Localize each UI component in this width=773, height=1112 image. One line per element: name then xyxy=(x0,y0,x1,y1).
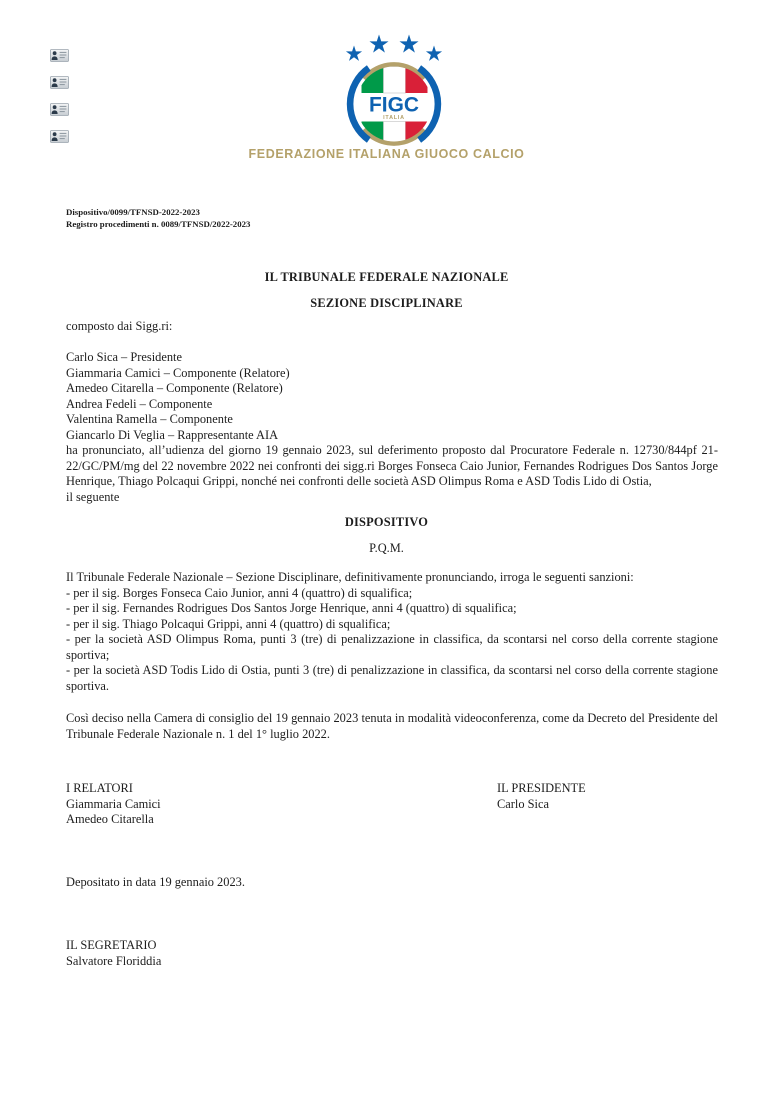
figc-country: ITALIA xyxy=(383,114,405,121)
deposit-note: Depositato in data 19 gennaio 2023. xyxy=(66,875,245,889)
presidente-name: Carlo Sica xyxy=(497,796,549,811)
member-row: Carlo Sica – Presidente xyxy=(66,350,182,364)
member-row: Valentina Ramella – Componente xyxy=(66,412,233,426)
sanction-item: - per il sig. Borges Fonseca Caio Junior, anni 4 (quattro) di squalifica; xyxy=(66,585,413,600)
star-icon xyxy=(346,46,362,61)
star-icon xyxy=(369,35,388,53)
reference-dispositivo: Dispositivo/0099/TFNSD-2022-2023 xyxy=(66,207,200,217)
federation-name: FEDERAZIONE ITALIANA GIUOCO CALCIO xyxy=(248,146,525,162)
pronouncement-paragraph xyxy=(66,443,718,505)
presidente-title: IL PRESIDENTE xyxy=(497,781,586,795)
pronouncement-text: ha pronunciato, all’udienza del giorno 19 gennaio 2023, sul deferimento proposto dal Procuratore Federale n. 12730/844pf 21-22/GC/PM/mg del 22 novembre 2022 nei confronti dei sigg.ri Borges Fonseca Caio Junior, Fernandes Rodrigues Dos Santos Jorge Henrique, Thiago Polcaqui Grippi, nonché nei confronti delle società ASD Olimpus Roma e ASD Todis Lido di Ostia, xyxy=(66,443,718,488)
relatori-title: I RELATORI xyxy=(66,781,133,795)
comment-annotation-icon[interactable] xyxy=(50,103,69,116)
tribunal-title: IL TRIBUNALE FEDERALE NAZIONALE xyxy=(264,270,509,284)
reference-block xyxy=(66,206,250,231)
star-icon xyxy=(426,46,442,61)
section-title: SEZIONE DISCIPLINARE xyxy=(310,296,463,310)
relatore-name: Amedeo Citarella xyxy=(66,812,154,826)
segretario-signature-block xyxy=(66,938,161,969)
figc-logo xyxy=(334,34,454,153)
pqm-heading: P.Q.M. xyxy=(369,541,404,555)
reference-registro: Registro procedimenti n. 0089/TFNSD/2022-2023 xyxy=(66,219,251,230)
pronouncement-tail: il seguente xyxy=(66,489,120,504)
decision-note: Così deciso nella Camera di consiglio del 19 gennaio 2023 tenuta in modalità videoconferenza, come da Decreto del Presidente del Tribunale Federale Nazionale n. 1 del 1° luglio 2022. xyxy=(66,711,718,741)
sanction-item: - per il sig. Thiago Polcaqui Grippi, anni 4 (quattro) di squalifica; xyxy=(66,616,391,631)
sanction-item: - per la società ASD Todis Lido di Ostia, punti 3 (tre) di penalizzazione in classifica, da scontarsi nel corso della corrente stagione sportiva. xyxy=(66,663,718,693)
sanction-item: - per il sig. Fernandes Rodrigues Dos Santos Jorge Henrique, anni 4 (quattro) di squalifica; xyxy=(66,601,517,615)
sanctions-intro: Il Tribunale Federale Nazionale – Sezione Disciplinare, definitivamente pronunciando, irroga le seguenti sanzioni: xyxy=(66,570,634,584)
comment-annotation-icon[interactable] xyxy=(50,130,69,143)
member-row: Andrea Fedeli – Componente xyxy=(66,396,213,411)
comment-annotation-icon[interactable] xyxy=(50,76,69,89)
relatore-name: Giammaria Camici xyxy=(66,796,161,811)
member-row: Giancarlo Di Veglia – Rappresentante AIA xyxy=(66,427,279,442)
member-row: Giammaria Camici – Componente (Relatore) xyxy=(66,365,290,380)
composition-intro: composto dai Sigg.ri: xyxy=(66,319,173,333)
relatori-signature-block xyxy=(66,781,161,828)
segretario-name: Salvatore Floriddia xyxy=(66,953,162,968)
star-icon xyxy=(399,35,418,53)
members-list xyxy=(66,350,718,443)
presidente-signature-block xyxy=(497,781,586,812)
segretario-title: IL SEGRETARIO xyxy=(66,938,157,952)
annotation-column xyxy=(50,49,69,157)
member-row: Amedeo Citarella – Componente (Relatore) xyxy=(66,381,283,395)
dispositivo-heading: DISPOSITIVO xyxy=(344,515,429,529)
figc-crest-icon xyxy=(334,34,454,148)
sanctions-block xyxy=(66,570,718,694)
figc-acronym: FIGC xyxy=(369,93,419,117)
comment-annotation-icon[interactable] xyxy=(50,49,69,62)
sanction-item: - per la società ASD Olimpus Roma, punti 3 (tre) di penalizzazione in classifica, da scontarsi nel corso della corrente stagione sportiva; xyxy=(66,632,718,662)
